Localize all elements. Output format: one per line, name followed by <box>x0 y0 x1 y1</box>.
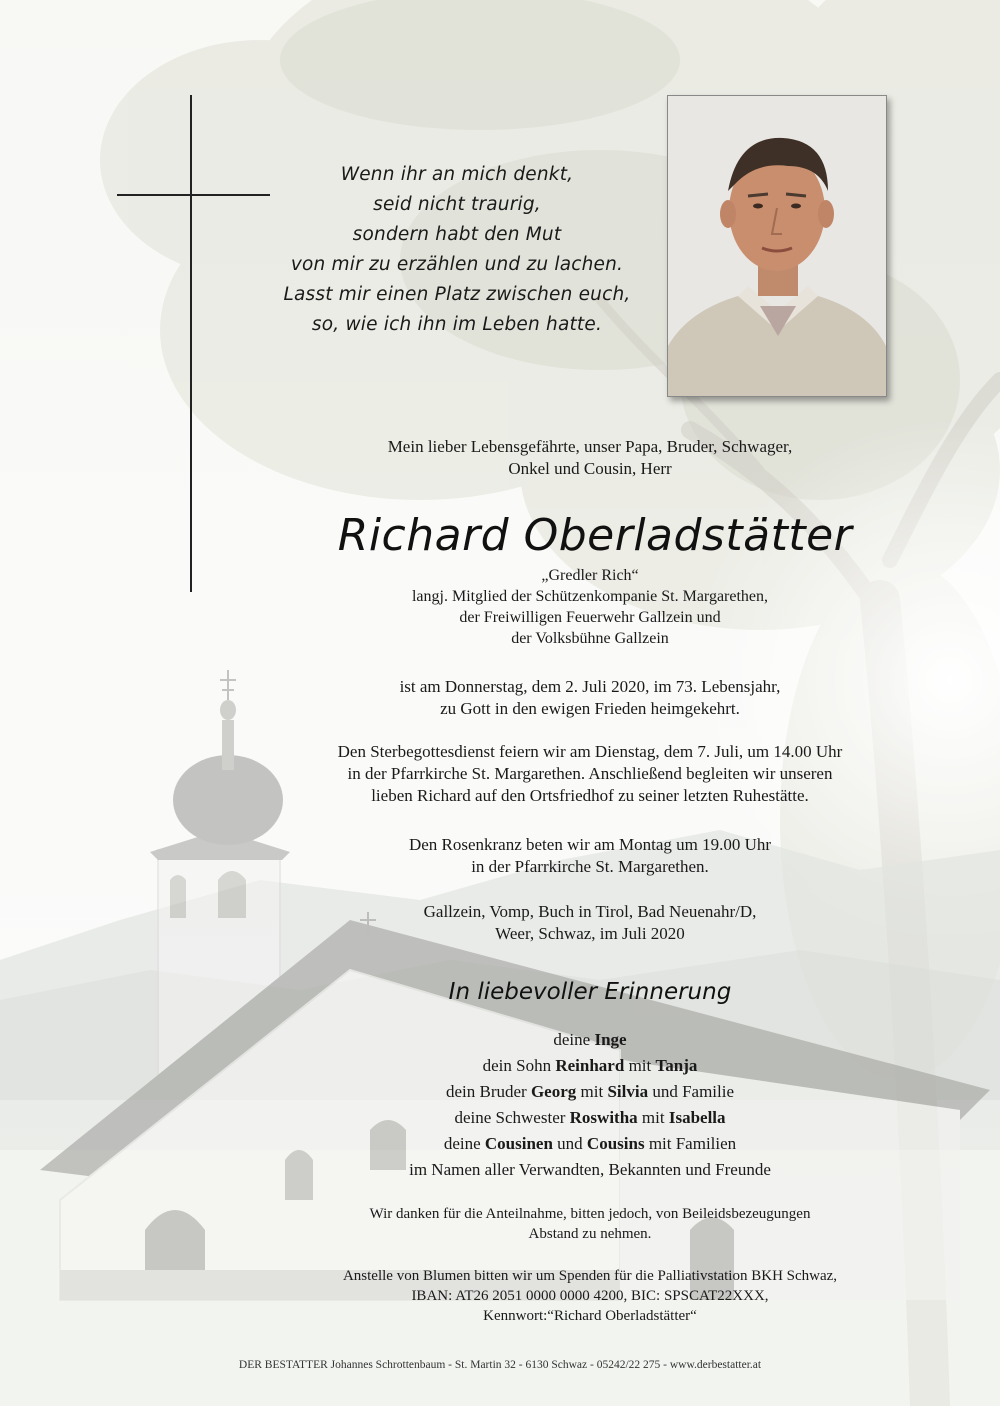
membership-line: der Freiwilligen Feuerwehr Gallzein und <box>459 609 721 626</box>
family-text: deine Schwester <box>454 1108 570 1127</box>
family-line <box>300 1027 880 1053</box>
rosary-line: Den Rosenkranz beten wir am Montag um 19.00 Uhr <box>408 835 772 854</box>
family-text: und <box>552 1134 587 1153</box>
family-member-name: Inge <box>594 1030 627 1049</box>
funeral-line: in der Pfarrkirche St. Margarethen. Anschließend begleiten wir unseren <box>347 764 833 783</box>
death-line: zu Gott in den ewigen Frieden heimgekehrt. <box>440 699 740 718</box>
family-member-name: Cousinen <box>484 1134 553 1153</box>
portrait-photo <box>667 95 887 397</box>
quote-line: so, wie ich ihn im Leben hatte. <box>311 314 603 335</box>
family-text: und Familie <box>648 1082 735 1101</box>
deceased-name: Richard Oberladstätter <box>337 510 853 561</box>
intro-line: Mein lieber Lebensgefährte, unser Papa, Bruder, Schwager, <box>387 437 793 456</box>
death-line: ist am Donnerstag, dem 2. Juli 2020, im 73. Lebensjahr, <box>399 677 781 696</box>
family-line <box>300 1053 880 1079</box>
quote-line: Wenn ihr an mich denkt, <box>340 164 574 185</box>
death-announcement <box>330 676 850 720</box>
rosary-line: in der Pfarrkirche St. Margarethen. <box>471 857 709 876</box>
family-member-name: Isabella <box>668 1108 726 1127</box>
membership-line: der Volksbühne Gallzein <box>511 630 669 647</box>
family-text: deine <box>443 1134 485 1153</box>
family-member-name: Roswitha <box>569 1108 638 1127</box>
thanks-text <box>300 1204 880 1244</box>
family-text: mit <box>576 1082 608 1101</box>
funeral-line: lieben Richard auf den Ortsfriedhof zu seiner letzten Ruhestätte. <box>371 786 809 805</box>
funeral-service-text <box>280 741 900 807</box>
places-date-text <box>330 901 850 945</box>
donation-text <box>290 1266 890 1326</box>
family-text: mit <box>624 1056 656 1075</box>
family-line <box>300 1079 880 1105</box>
family-member-name: Tanja <box>655 1056 698 1075</box>
memberships-text <box>340 565 840 649</box>
nickname: „Gredler Rich“ <box>541 567 639 584</box>
family-text: deine <box>553 1030 595 1049</box>
funeral-line: Den Sterbegottesdienst feiern wir am Dienstag, dem 7. Juli, um 14.00 Uhr <box>337 742 843 761</box>
family-text: dein Bruder <box>445 1082 531 1101</box>
thanks-line: Abstand zu nehmen. <box>528 1226 652 1242</box>
rosary-text <box>330 834 850 878</box>
family-member-name: Silvia <box>607 1082 649 1101</box>
quote-line: seid nicht traurig, <box>373 194 541 215</box>
family-text: mit Familien <box>644 1134 737 1153</box>
thanks-line: Wir danken für die Anteilnahme, bitten jedoch, von Beileidsbezeugungen <box>369 1206 811 1222</box>
intro-line: Onkel und Cousin, Herr <box>508 459 672 478</box>
intro-text <box>340 436 840 480</box>
places-line: Gallzein, Vomp, Buch in Tirol, Bad Neuenahr/D, <box>423 902 757 921</box>
quote-line: von mir zu erzählen und zu lachen. <box>290 254 624 275</box>
footer-funeral-home: DER BESTATTER Johannes Schrottenbaum - St. Martin 32 - 6130 Schwaz - 05242/22 275 - www.derbestatter.at <box>238 1359 762 1371</box>
family-text: mit <box>637 1108 669 1127</box>
family-member-name: Georg <box>530 1082 577 1101</box>
donation-line: Anstelle von Blumen bitten wir um Spenden für die Palliativstation BKH Schwaz, <box>342 1268 838 1284</box>
memorial-quote <box>262 160 652 340</box>
family-member-name: Cousins <box>586 1134 645 1153</box>
donation-line: Kennwort:“Richard Oberladstätter“ <box>483 1308 697 1324</box>
places-line: Weer, Schwaz, im Juli 2020 <box>495 924 685 943</box>
cross-icon <box>190 95 192 592</box>
donation-line: IBAN: AT26 2051 0000 0000 4200, BIC: SPSCAT22XXX, <box>411 1288 769 1304</box>
cross-icon-crossbar <box>117 194 270 196</box>
portrait-photo-icon <box>668 96 886 396</box>
family-list <box>300 1027 880 1183</box>
remembrance-heading: In liebevoller Erinnerung <box>448 979 732 1005</box>
membership-line: langj. Mitglied der Schützenkompanie St. Margarethen, <box>411 588 769 605</box>
family-line: im Namen aller Verwandten, Bekannten und Freunde <box>409 1160 771 1179</box>
quote-line: sondern habt den Mut <box>352 224 562 245</box>
quote-line: Lasst mir einen Platz zwischen euch, <box>283 284 631 305</box>
family-text: dein Sohn <box>482 1056 556 1075</box>
family-line <box>300 1131 880 1157</box>
family-line <box>300 1105 880 1131</box>
family-member-name: Reinhard <box>555 1056 625 1075</box>
